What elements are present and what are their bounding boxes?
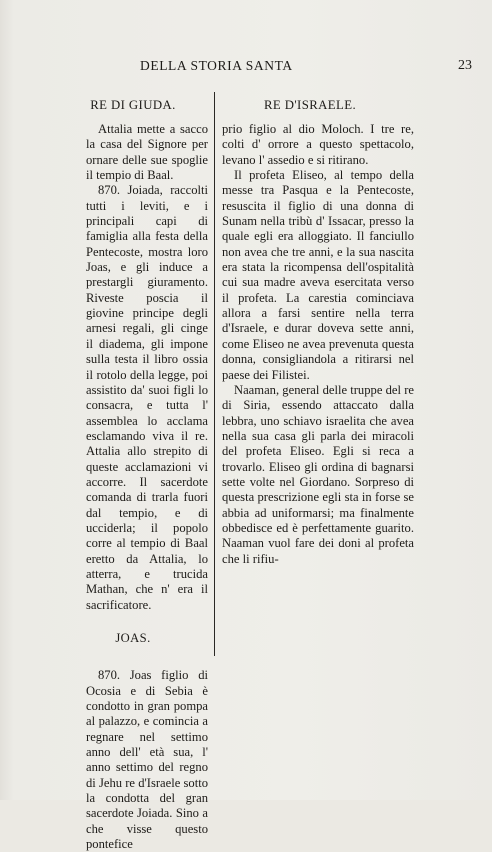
left-paragraph-1: Attalia mette a sacco la casa del Signore per ornare delle sue spoglie il tempio di Baal. xyxy=(86,122,208,183)
right-paragraph-1: prio figlio al dio Moloch. I tre re, colti d' orrore a questo spettacolo, levano l' assedio e si ritirano. xyxy=(222,122,414,167)
left-paragraph-2: 870. Joiada, raccolti tutti i leviti, e i principali capi di famiglia alla festa della Pentecoste, mostra loro Joas, e gli induce a prestargli giuramento. Riveste poscia il giovine principe degli arnesi regali, gli cinge il diadema, gli impone sulla testa il libro ossia il rotolo della legge, poi assistito da' suoi figli lo consacra, e tutta l' assemblea lo acclama esclamando viva il re. Attalia allo strepito di queste acclamazioni vi accorre. Il sacerdote comanda di trarla fuori dal tempio, e di ucciderla; il popolo corre al tempio di Baal eretto da Attalia, lo atterra, e trucida Mathan, che n' era il sacrificatore. xyxy=(86,183,208,612)
left-subheading: JOAS. xyxy=(115,631,151,645)
running-head xyxy=(60,58,472,80)
right-column xyxy=(222,96,414,567)
left-paragraph-3: 870. Joas figlio di Ocosia e di Sebia è condotto in gran pompa al palazzo, e comincia a regnare nel settimo anno dell' età sua, l' anno settimo del regno di Jehu re d'Israele sotto la condotta del gran sacerdote Joiada. Sino a che visse questo pontefice xyxy=(86,668,208,852)
left-column xyxy=(86,96,208,852)
page-number: 23 xyxy=(458,58,472,73)
column-divider xyxy=(214,92,215,656)
right-column-heading: RE D'ISRAELE. xyxy=(263,98,357,112)
right-paragraph-2: Il profeta Eliseo, al tempo della messe tra Pasqua e la Pentecoste, resuscita il figlio di una donna di Sunam nella tribù d' Issacar, presso la quale egli era alloggiato. Il fanciullo non avea che tre anni, e la sua nascita era stata la ricompensa dell'ospitalità cui sua madre aveva esercitata verso il profeta. La carestia cominciava allora a farsi sentire nella terra d'Israele, e durar doveva sette anni, come Eliseo ne avea prevenuta questa donna, consigliandola a ritirarsi nel paese dei Filistei. xyxy=(222,168,414,382)
running-title: DELLA STORIA SANTA xyxy=(140,58,293,73)
left-column-heading: RE DI GIUDA. xyxy=(90,98,176,112)
right-paragraph-3: Naaman, general delle truppe del re di Siria, essendo attaccato dalla lebbra, uno schiavo israelita che avea nella sua casa gli parla dei miracoli del profeta Eliseo. Egli si reca a trovarlo. Eliseo gli ordina di bagnarsi sette volte nel Giordano. Sorpreso di questa prescrizione egli sta in forse se abbia ad uniformarsi; ma finalmente obbedisce ed è perfettamente guarito. Naaman vuol fare dei doni al profeta che li rifiu- xyxy=(222,382,414,566)
